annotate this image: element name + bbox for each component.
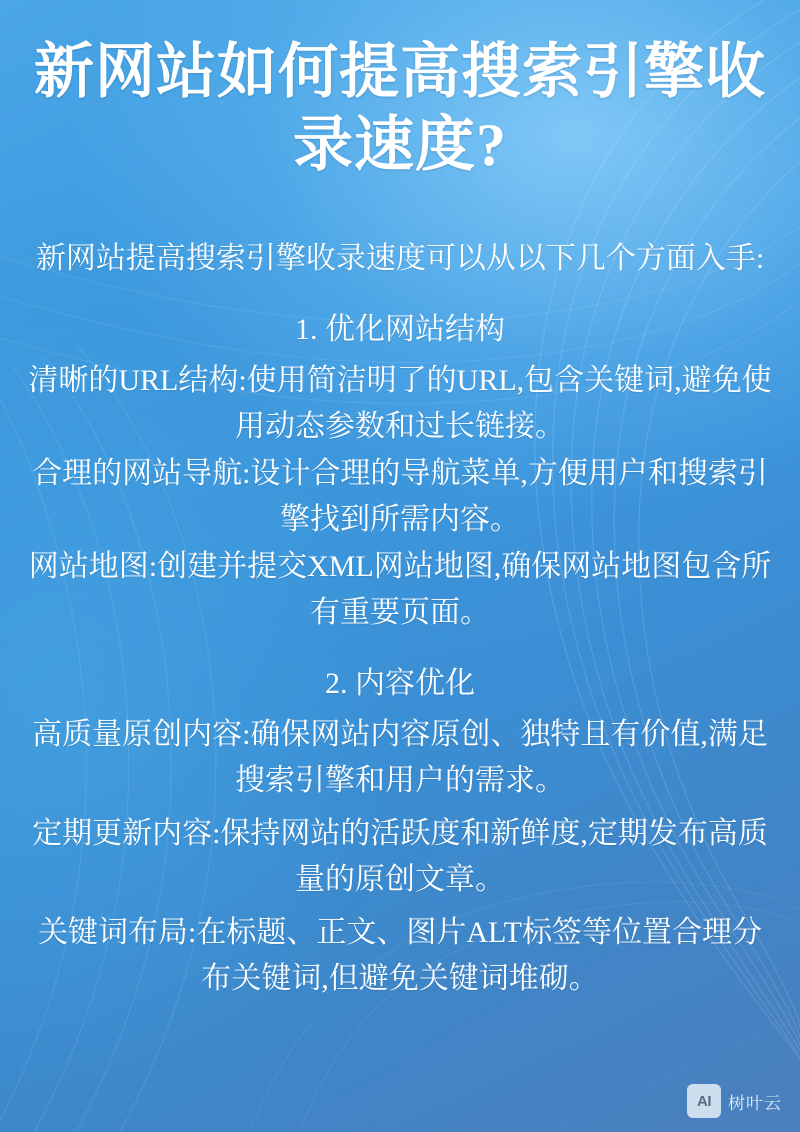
section-1-item-1: 清晰的URL结构:使用简洁明了的URL,包含关键词,避免使用动态参数和过长链接。 [28, 363, 772, 444]
section-1-item-3: 网站地图:创建并提交XML网站地图,确保网站地图包含所有重要页面。 [28, 549, 772, 630]
section-2 [14, 637, 786, 1003]
section-2-heading: 2. 内容优化 [325, 666, 475, 700]
page-title: 新网站如何提高搜索引擎收录速度? [34, 39, 766, 179]
section-1-item-2: 合理的网站导航:设计合理的导航菜单,方便用户和搜索引擎找到所需内容。 [32, 456, 768, 537]
section-1-heading: 1. 优化网站结构 [295, 312, 505, 346]
intro-paragraph: 新网站提高搜索引擎收录速度可以从以下几个方面入手: [35, 242, 765, 276]
ai-badge-icon: AI [687, 1084, 721, 1118]
watermark-label: 树叶云 [728, 1093, 782, 1113]
section-2-item-2: 定期更新内容:保持网站的活跃度和新鲜度,定期发布高质量的原创文章。 [32, 816, 768, 897]
watermark [687, 1084, 782, 1118]
section-2-item-1: 高质量原创内容:确保网站内容原创、独特且有价值,满足搜索引擎和用户的需求。 [32, 717, 768, 798]
section-1 [14, 283, 786, 637]
section-2-item-3: 关键词布局:在标题、正文、图片ALT标签等位置合理分布关键词,但避免关键词堆砌。 [38, 915, 762, 996]
